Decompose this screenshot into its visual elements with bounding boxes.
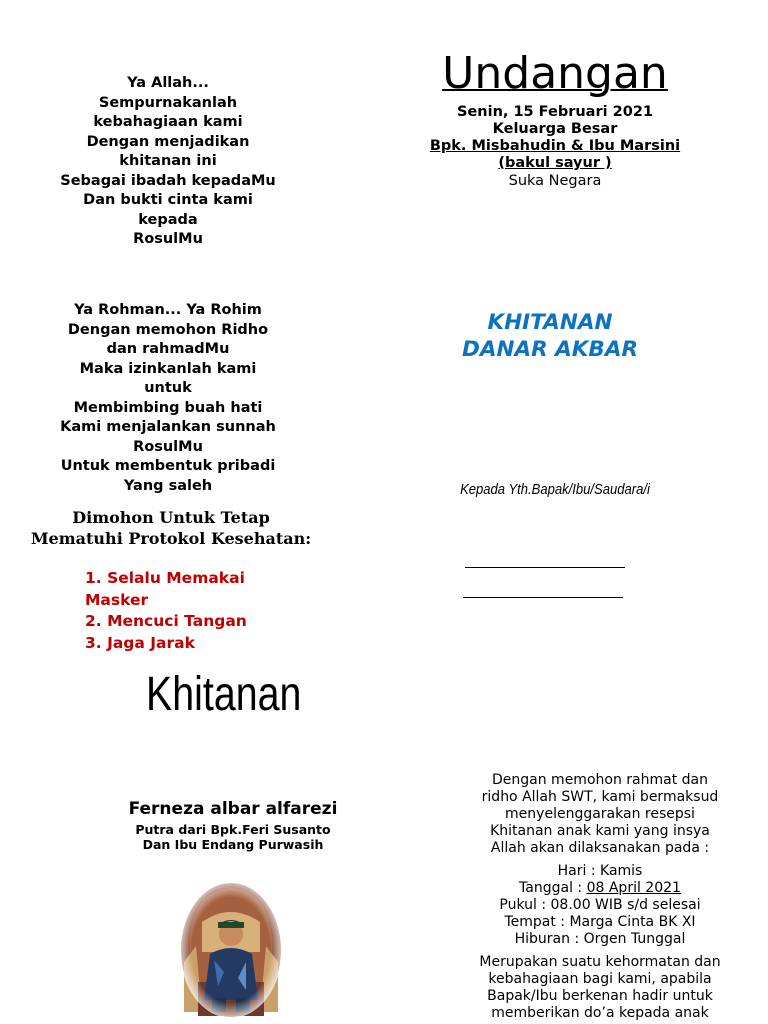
event-day: Hari : Kamis (557, 863, 643, 879)
date-value: 08 April 2021 (586, 880, 681, 896)
prayer1-line: khitanan ini (119, 153, 217, 169)
event-time: Pukul : 08.00 WIB s/d selesai (499, 897, 701, 913)
prayer1-line: Ya Allah... (127, 75, 209, 91)
closing-line: Bapak/Ibu berkenan hadir untuk (487, 988, 713, 1004)
prayer1-line: Sempurnakanlah (98, 94, 238, 111)
host-names: Bpk. Misbahudin & Ibu Marsini (429, 138, 681, 154)
prayer1-line: kebahagiaan kami (93, 114, 243, 130)
event-date: Senin, 15 Februari 2021 (457, 104, 653, 120)
prayer2-line: Maka izinkanlah kami (79, 360, 257, 377)
parents-line-2: Dan Ibu Endang Purwasih (142, 837, 324, 852)
prayer2-line: Dengan memohon Ridho (67, 321, 269, 338)
event-date-line (460, 880, 740, 897)
address-line-1 (465, 567, 625, 568)
invitation-text (460, 772, 740, 1022)
closing-line: memberikan do’a kepada anak (491, 1005, 709, 1021)
prayer1-line: RosulMu (133, 231, 203, 247)
protocol-rule: 3. Jaga Jarak (85, 633, 195, 652)
protocol-heading (30, 507, 312, 549)
event-name (430, 309, 670, 363)
event-name-line: DANAR AKBAR (461, 337, 639, 362)
prayer1-line: Dan bukti cinta kami (83, 192, 253, 208)
protocol-rules (85, 568, 285, 654)
intro-line: Khitanan anak kami yang insya (490, 823, 710, 839)
intro-line: menyelenggarakan resepsi (505, 806, 695, 822)
khitanan-wordart: Khitanan (146, 668, 302, 721)
event-name-line: KHITANAN (487, 310, 613, 335)
child-photo (180, 882, 282, 1018)
closing-line: kebahagiaan bagi kami, apabila (488, 971, 712, 987)
intro-line: Allah akan dilaksanakan pada : (490, 840, 710, 856)
prayer1-line: Sebagai ibadah kepadaMu (60, 172, 276, 189)
prayer1-line: kepada (138, 211, 198, 228)
date-label: Tanggal : (519, 880, 587, 896)
prayer2-line: Yang saleh (123, 477, 213, 494)
prayer-text-1 (40, 74, 296, 250)
protocol-rule: 1. Selalu Memakai (85, 569, 245, 587)
prayer2-line: Kami menjalankan sunnah (60, 419, 276, 435)
protocol-heading-line: Mematuhi Protokol Kesehatan: (30, 529, 312, 548)
protocol-rule: 2. Mencuci Tangan (85, 612, 247, 630)
protocol-heading-line: Dimohon Untuk Tetap (72, 508, 270, 527)
host-place: Suka Negara (508, 173, 602, 189)
address-line-2 (463, 597, 623, 598)
parents-line-1: Putra dari Bpk.Feri Susanto (135, 822, 331, 837)
intro-line: ridho Allah SWT, kami bermaksud (481, 789, 719, 805)
prayer2-line: Ya Rohman... Ya Rohim (74, 302, 262, 318)
prayer2-line: untuk (144, 380, 192, 396)
prayer-text-2 (40, 301, 296, 494)
closing-line: Merupakan suatu kehormatan dan (479, 954, 721, 970)
host-family: Keluarga Besar (492, 121, 618, 137)
page-title: Undangan (442, 48, 668, 99)
child-name: Ferneza albar alfarezi (128, 799, 338, 819)
addressee-label: Kepada Yth.Bapak/Ibu/Saudara/i (460, 482, 650, 498)
prayer2-line: dan rahmadMu (106, 341, 230, 357)
prayer2-line: Membimbing buah hati (73, 399, 263, 416)
host-occupation: (bakul sayur ) (498, 155, 612, 171)
event-entertainment: Hiburan : Orgen Tunggal (514, 931, 686, 947)
prayer2-line: Untuk membentuk pribadi (60, 458, 276, 474)
event-venue: Tempat : Marga Cinta BK XI (504, 914, 696, 930)
intro-line: Dengan memohon rahmat dan (492, 772, 708, 788)
prayer1-line: Dengan menjadikan (86, 133, 250, 150)
prayer2-line: RosulMu (133, 438, 203, 455)
protocol-rule: Masker (85, 590, 149, 609)
